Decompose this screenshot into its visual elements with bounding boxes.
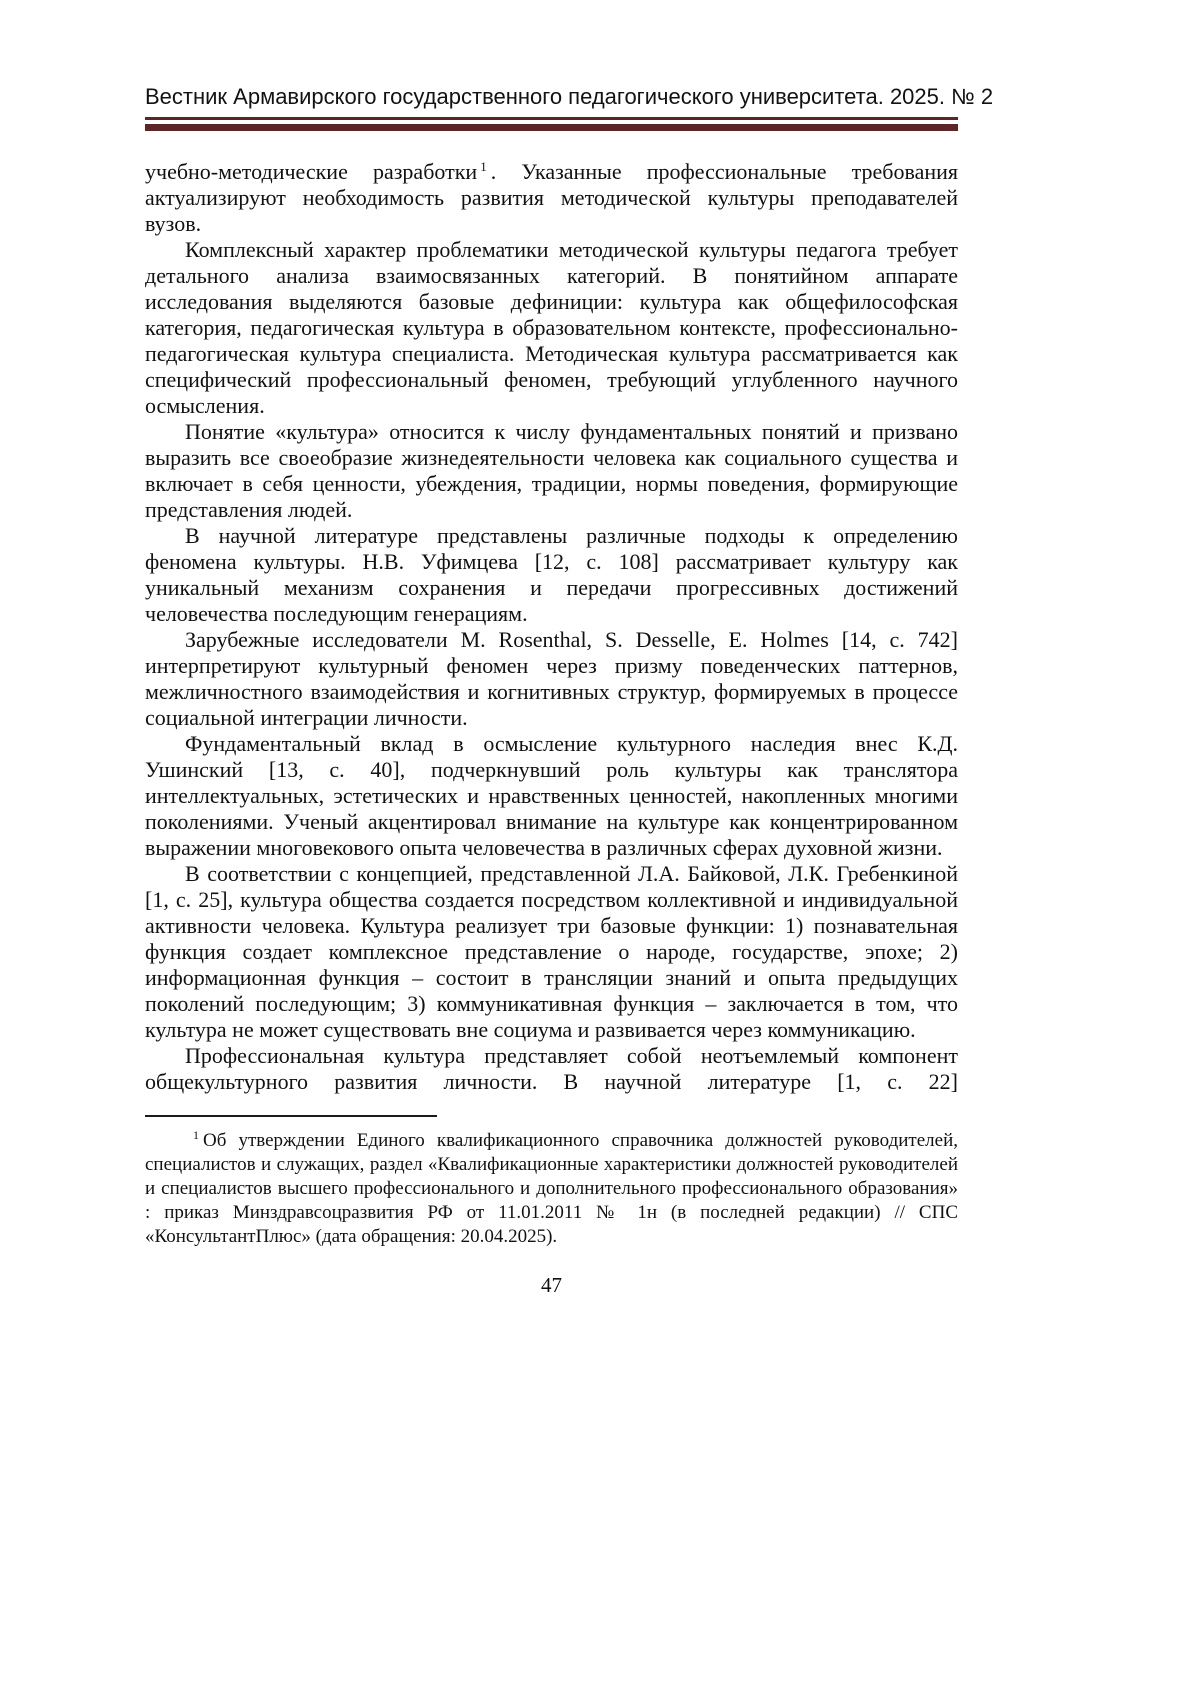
- paragraph-text: . Указанные профессиональные требования актуализируют необходимость развития методической культуры преподавателей вузов.: [145, 159, 958, 236]
- footnote-separator-rule: [145, 1115, 437, 1117]
- footnote-number: 1: [193, 1127, 199, 1142]
- body-paragraph: Фундаментальный вклад в осмысление культурного наследия внес К.Д. Ушинский [13, с. 40], подчеркнувший роль культуры как транслятора интеллектуальных, эстетических и нравственных ценностей, накопленных многими поколениями. Ученый акцентировал внимание на культуре как концентрированном выражении многовекового опыта человечества в различных сферах духовной жизни.: [145, 731, 958, 860]
- footnote-text: Об утверждении Единого квалификационного справочника должностей руководителей, специалистов и служащих, раздел «Квалификационные характеристики должностей руководителей и специалистов высшего профессионального и дополнительного профессионального образования» : приказ Минздравсоцразвития РФ от 11.01.2011 № 1н (в последней редакции) // СПС «КонсультантПлюс» (дата обращения: 20.04.2025).: [145, 1130, 958, 1247]
- page-header: [145, 84, 994, 131]
- page-footer: [145, 1115, 958, 1297]
- running-header-journal-title: Вестник Армавирского государственного педагогического университета. 2025. № 2: [145, 84, 994, 109]
- body-paragraph: В соответствии с концепцией, представленной Л.А. Байковой, Л.К. Гребенкиной [1, с. 25], культура общества создается посредством коллективной и индивидуальной активности человека. Культура реализует три базовые функции: 1) познавательная функция создает комплексное представление о народе, государстве, эпохе; 2) информационная функция – состоит в трансляции знаний и опыта предыдущих поколений последующим; 3) коммуникативная функция – заключается в том, что культура не может существовать вне социума и развивается через коммуникацию.: [145, 861, 958, 1042]
- article-body: [145, 159, 958, 1095]
- body-paragraph: Понятие «культура» относится к числу фундаментальных понятий и призвано выразить все своеобразие жизнедеятельности человека как социального существа и включает в себя ценности, убеждения, традиции, нормы поведения, формирующие представления людей.: [145, 419, 958, 522]
- footnote: [145, 1129, 958, 1249]
- body-paragraph: В научной литературе представлены различные подходы к определению феномена культуры. Н.В. Уфимцева [12, с. 108] рассматривает культуру как уникальный механизм сохранения и передачи прогрессивных достижений человечества последующим генерациям.: [145, 523, 958, 626]
- page-number: 47: [541, 1273, 562, 1297]
- paragraph-text: учебно-методические разработки: [145, 159, 478, 184]
- footnote-reference-marker: 1: [480, 158, 487, 174]
- body-paragraph: Зарубежные исследователи M. Rosenthal, S. Desselle, E. Holmes [14, с. 742] интерпретируют культурный феномен через призму поведенческих паттернов, межличностного взаимодействия и когнитивных структур, формируемых в процессе социальной интеграции личности.: [145, 627, 958, 730]
- body-paragraph: Профессиональная культура представляет собой неотъемлемый компонент общекультурного развития личности. В научной литературе [1, с. 22]: [145, 1043, 958, 1094]
- body-paragraph: Комплексный характер проблематики методической культуры педагога требует детального анализа взаимосвязанных категорий. В понятийном аппарате исследования выделяются базовые дефиниции: культура как общефилософская категория, педагогическая культура в образовательном контексте, профессионально-педагогическая культура специалиста. Методическая культура рассматривается как специфический профессиональный феномен, требующий углубленного научного осмысления.: [145, 237, 958, 418]
- body-paragraph: [145, 159, 958, 237]
- header-double-rule: [145, 117, 958, 131]
